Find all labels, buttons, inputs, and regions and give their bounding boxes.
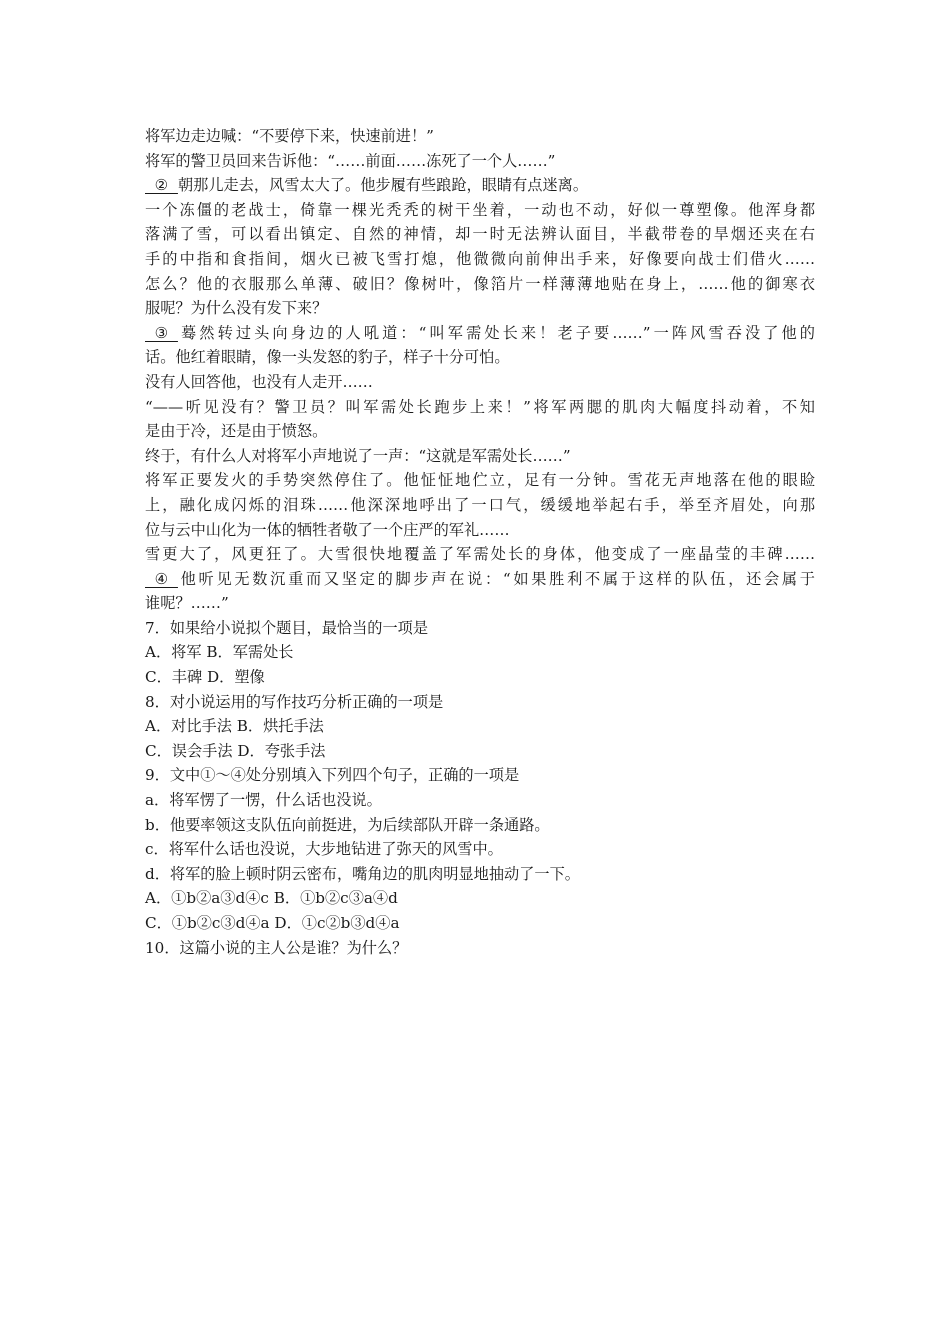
passage-line (145, 419, 815, 444)
passage.lines-text: 终于，有什么人对将军小声地说了一声：“这就是军需处长……” (145, 446, 571, 465)
question-line (145, 714, 815, 739)
passage-line (145, 198, 815, 223)
questions-text: d．将军的脸上顿时阴云密布，嘴角边的肌肉明显地抽动了一下。 (145, 864, 580, 883)
question-line (145, 739, 815, 764)
passage-line (145, 321, 815, 346)
passage.lines-text: 位与云中山化为一体的牺牲者敬了一个庄严的军礼…… (145, 520, 510, 539)
passage-line (145, 222, 815, 247)
fill-in-blank: ③ (145, 323, 178, 342)
questions-text: 8．对小说运用的写作技巧分析正确的一项是 (145, 692, 444, 711)
passage.lines-text: 落满了雪，可以看出镇定、自然的神情，却一时无法辨认面目，半截带卷的旱烟还夹在右 (145, 225, 815, 244)
passage-line (145, 395, 815, 420)
passage (145, 124, 815, 616)
passage.lines-text: 他听见无数沉重而又坚定的脚步声在说：“如果胜利不属于这样的队伍，还会属于 (177, 569, 815, 588)
passage.lines-text: 将军边走边喊：“不要停下来，快速前进！” (145, 127, 434, 145)
passage.lines-text: 话。他红着眼睛，像一头发怒的豹子，样子十分可怕。 (145, 348, 510, 367)
question-line (145, 837, 815, 862)
question-line (145, 640, 815, 665)
passage.lines-text: 上，融化成闪烁的泪珠……他深深地呼出了一口气，缓缓地举起右手，举至齐眉处，向那 (145, 495, 815, 514)
question-line (145, 763, 815, 788)
passage-line (145, 296, 815, 321)
passage.lines-text: 怎么？他的衣服那么单薄、破旧？像树叶，像箔片一样薄薄地贴在身上，……他的御寒衣 (145, 274, 815, 293)
questions-text: b．他要率领这支队伍向前挺进，为后续部队开辟一条通路。 (145, 815, 550, 834)
passage.lines-text: 服呢？为什么没有发下来？ (145, 299, 328, 318)
question-line (145, 788, 815, 813)
passage-line (145, 518, 815, 543)
passage-line (145, 444, 815, 469)
fill-in-blank: ④ (145, 569, 178, 588)
questions-text: C．丰碑 D．塑像 (145, 668, 265, 687)
questions-text: A．将军 B．军需处长 (145, 643, 294, 662)
passage.lines-text: 谁呢？……” (145, 594, 229, 613)
passage-line (145, 173, 815, 198)
passage.lines-text: 一个冻僵的老战士，倚靠一棵光秃秃的树干坐着，一动也不动，好似一尊塑像。他浑身都 (145, 200, 815, 219)
question-line (145, 936, 815, 961)
questions (145, 616, 815, 960)
passage-line (145, 468, 815, 493)
passage.lines-text: 是由于冷，还是由于愤怒。 (145, 422, 328, 441)
question-line (145, 616, 815, 641)
question-line (145, 690, 815, 715)
questions-text: A．对比手法 B．烘托手法 (145, 717, 324, 736)
passage.lines-text: 将军正要发火的手势突然停住了。他怔怔地伫立，足有一分钟。雪花无声地落在他的眼睑 (145, 471, 815, 490)
questions-text: 10．这篇小说的主人公是谁？为什么？ (145, 938, 408, 957)
passage.lines-text: 没有人回答他，也没有人走开…… (145, 372, 373, 391)
question-line (145, 886, 815, 911)
passage-line (145, 542, 815, 567)
questions-text: c．将军什么话也没说，大步地钻进了弥天的风雪中。 (145, 840, 503, 859)
passage.lines-text: 手的中指和食指间，烟火已被飞雪打熄，他微微向前伸出手来，好像要向战士们借火…… (145, 249, 815, 268)
questions-text: 9．文中①～④处分别填入下列四个句子，正确的一项是 (145, 766, 520, 785)
passage-line (145, 124, 815, 149)
fill-in-blank: ② (145, 176, 178, 195)
questions-text: a．将军愣了一愣，什么话也没说。 (145, 791, 382, 810)
question-line (145, 911, 815, 936)
passage-line (145, 591, 815, 616)
passage-line (145, 345, 815, 370)
passage.lines-text: 将军的警卫员回来告诉他：“……前面……冻死了一个人……” (145, 151, 556, 170)
passage-line (145, 272, 815, 297)
passage-line (145, 149, 815, 174)
passage.lines-text: 雪更大了，风更狂了。大雪很快地覆盖了军需处长的身体，他变成了一座晶莹的丰碑…… (145, 545, 815, 564)
passage.lines-text: 蓦然转过头向身边的人吼道：“叫军需处长来！老子要……”一阵风雪吞没了他的 (177, 323, 815, 342)
passage-line (145, 370, 815, 395)
question-line (145, 862, 815, 887)
passage-line (145, 493, 815, 518)
passage.lines-text: “——听见没有？警卫员？叫军需处长跑步上来！”将军两腮的肌肉大幅度抖动着，不知 (145, 397, 815, 416)
passage-line (145, 247, 815, 272)
question-line (145, 665, 815, 690)
questions-text: C．①b②c③d④a D．①c②b③d④a (145, 914, 400, 932)
questions-text: A．①b②a③d④c B．①b②c③a④d (145, 889, 398, 908)
questions-text: C．误会手法 D．夸张手法 (145, 741, 326, 760)
passage.lines-text: 朝那儿走去，风雪太大了。他步履有些踉跄，眼睛有点迷离。 (177, 176, 588, 195)
passage-line (145, 567, 815, 592)
document-page (145, 124, 815, 960)
questions-text: 7．如果给小说拟个题目，最恰当的一项是 (145, 618, 429, 637)
question-line (145, 813, 815, 838)
